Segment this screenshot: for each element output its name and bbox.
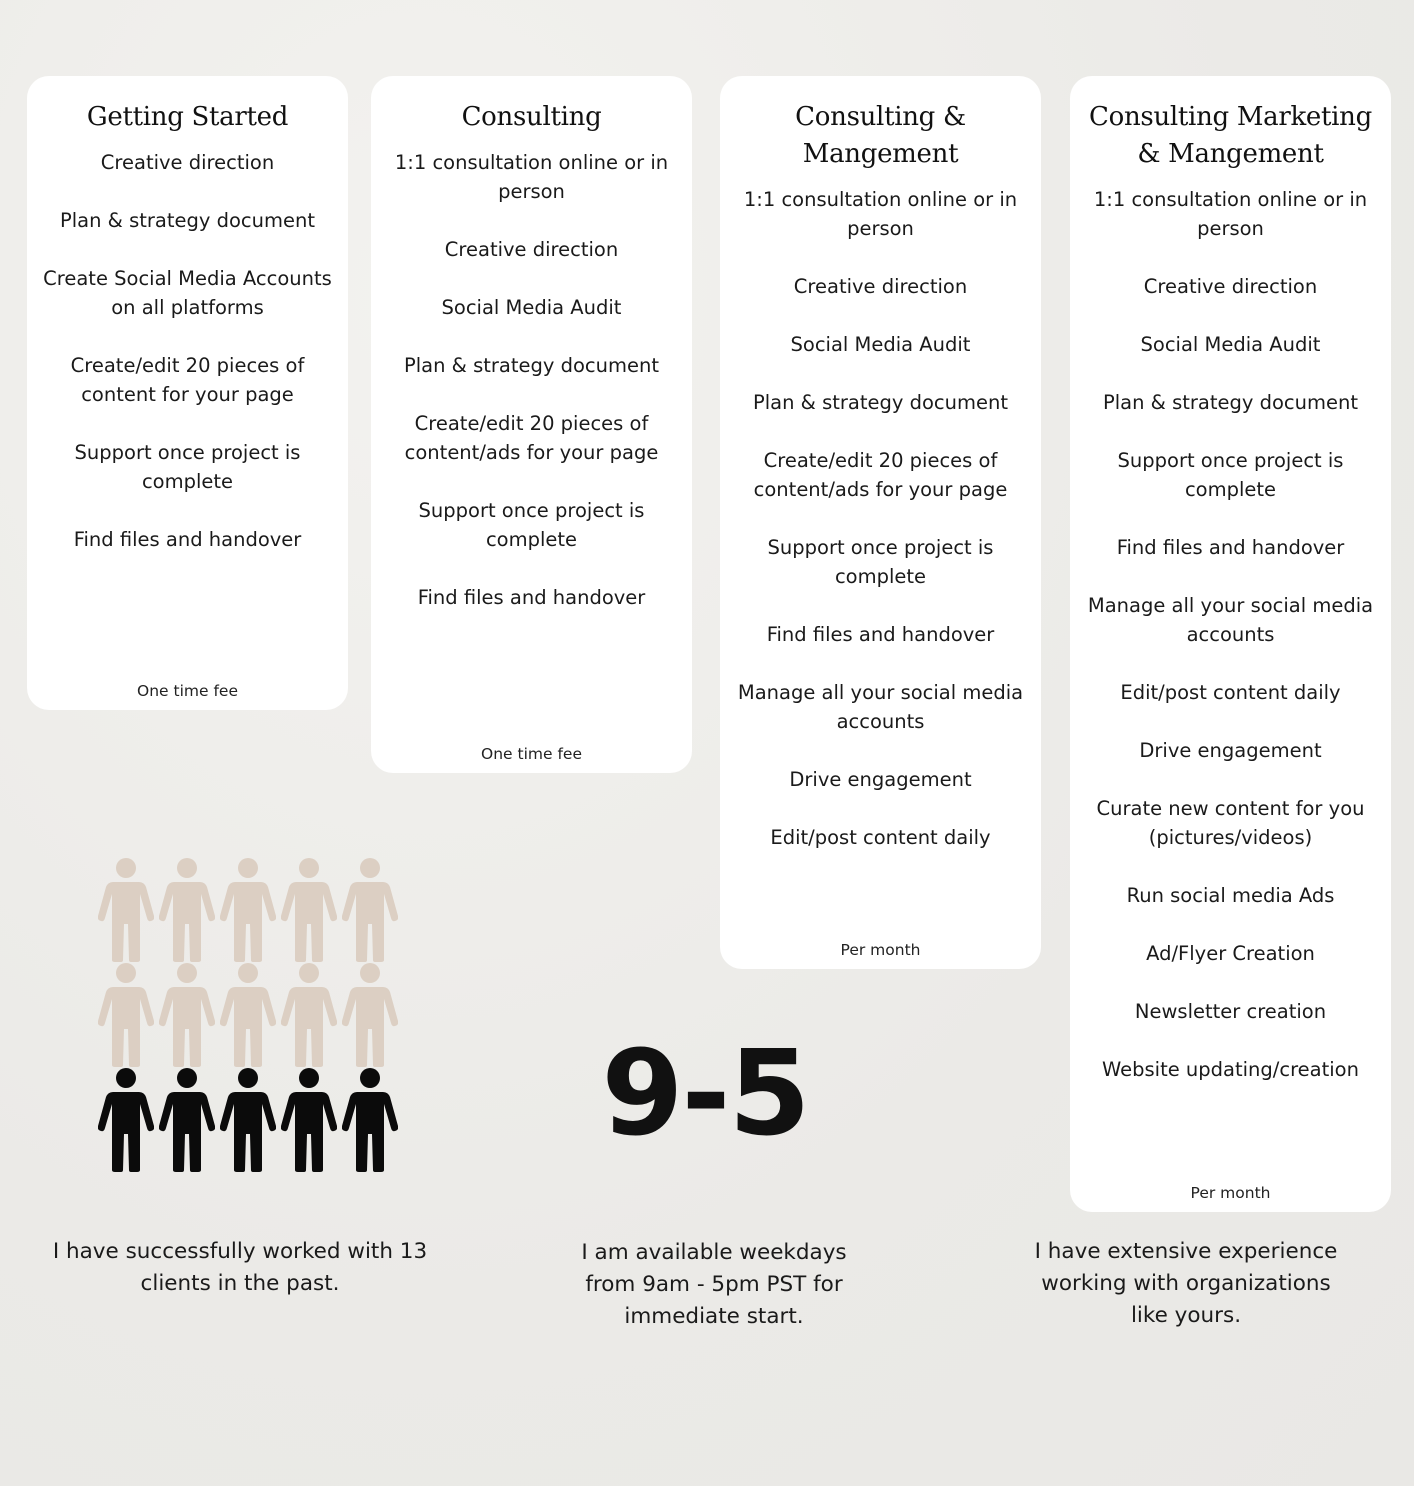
plan-card-consulting-management xyxy=(720,76,1041,969)
plan-feature: Creative direction xyxy=(444,238,619,261)
person-icon xyxy=(98,961,154,1067)
plan-feature: Plan & strategy document xyxy=(752,391,1008,414)
plan-feature: Support once project is complete xyxy=(418,499,645,551)
plan-feature: Plan & strategy document xyxy=(403,354,659,377)
clients-pictogram xyxy=(98,856,402,1176)
plan-feature: Edit/post content daily xyxy=(770,826,991,849)
plan-fee: Per month xyxy=(840,941,921,959)
plan-feature: Social Media Audit xyxy=(790,333,971,356)
plan-title: Consulting Marketing & Mangement xyxy=(1089,102,1372,169)
plan-card-consulting-marketing-management xyxy=(1070,76,1391,1212)
plan-feature: Create/edit 20 pieces of content/ads for your page xyxy=(404,412,659,464)
person-icon xyxy=(98,856,154,962)
plan-fee: One time fee xyxy=(137,682,238,700)
person-icon xyxy=(342,961,398,1067)
plan-feature: Create Social Media Accounts on all platforms xyxy=(43,267,332,319)
plan-feature: Newsletter creation xyxy=(1134,1000,1327,1023)
plan-feature: 1:1 consultation online or in person xyxy=(743,188,1018,240)
plan-feature: Curate new content for you (pictures/videos) xyxy=(1096,797,1365,849)
person-icon xyxy=(159,961,215,1067)
clients-caption: I have successfully worked with 13 clients in the past. xyxy=(52,1239,428,1296)
plan-feature: Social Media Audit xyxy=(1140,333,1321,356)
person-icon xyxy=(159,1066,215,1172)
plan-features xyxy=(720,185,1041,852)
plan-feature: Run social media Ads xyxy=(1126,884,1335,907)
person-icon xyxy=(281,961,337,1067)
person-icon xyxy=(342,856,398,962)
experience-caption: I have extensive experience working with organizations like yours. xyxy=(1034,1239,1338,1328)
plan-feature: Drive engagement xyxy=(789,768,972,791)
availability-hours: 9-5 xyxy=(601,1024,809,1162)
plan-feature: Ad/Flyer Creation xyxy=(1146,942,1315,965)
plan-feature: 1:1 consultation online or in person xyxy=(394,151,669,203)
plan-feature: Support once project is complete xyxy=(767,536,994,588)
plan-fee: Per month xyxy=(1190,1184,1271,1202)
person-icon xyxy=(281,1066,337,1172)
plan-feature: Social Media Audit xyxy=(441,296,622,319)
person-icon xyxy=(220,961,276,1067)
plan-feature: Manage all your social media accounts xyxy=(737,681,1024,733)
plan-feature: Find files and handover xyxy=(417,586,646,609)
plan-features xyxy=(1070,185,1391,1084)
person-icon xyxy=(159,856,215,962)
plan-feature: Edit/post content daily xyxy=(1120,681,1341,704)
plan-feature: Find files and handover xyxy=(1116,536,1345,559)
person-icon xyxy=(220,1066,276,1172)
plan-title: Getting Started xyxy=(86,102,289,132)
plan-feature: Find files and handover xyxy=(73,528,302,551)
plan-card-getting-started xyxy=(27,76,348,710)
plan-card-consulting xyxy=(371,76,692,773)
plan-feature: Create/edit 20 pieces of content/ads for your page xyxy=(753,449,1008,501)
plan-feature: Support once project is complete xyxy=(1117,449,1344,501)
plan-feature: Website updating/creation xyxy=(1102,1058,1359,1081)
person-icon xyxy=(281,856,337,962)
plan-feature: 1:1 consultation online or in person xyxy=(1093,188,1368,240)
plan-feature: Manage all your social media accounts xyxy=(1087,594,1374,646)
plan-feature: Plan & strategy document xyxy=(1102,391,1358,414)
plan-feature: Support once project is complete xyxy=(74,441,301,493)
plan-feature: Plan & strategy document xyxy=(59,209,315,232)
plan-feature: Find files and handover xyxy=(766,623,995,646)
plan-fee: One time fee xyxy=(481,745,582,763)
person-icon xyxy=(342,1066,398,1172)
plan-feature: Drive engagement xyxy=(1139,739,1322,762)
plan-features xyxy=(27,148,348,554)
plan-feature: Creative direction xyxy=(793,275,968,298)
plan-features xyxy=(371,148,692,612)
person-icon xyxy=(220,856,276,962)
plan-title: Consulting & Mangement xyxy=(795,102,966,169)
plan-feature: Create/edit 20 pieces of content for your page xyxy=(70,354,305,406)
person-icon xyxy=(98,1066,154,1172)
availability-caption: I am available weekdays from 9am - 5pm PST for immediate start. xyxy=(581,1240,847,1329)
plan-feature: Creative direction xyxy=(100,151,275,174)
plan-title: Consulting xyxy=(461,102,602,132)
plan-feature: Creative direction xyxy=(1143,275,1318,298)
